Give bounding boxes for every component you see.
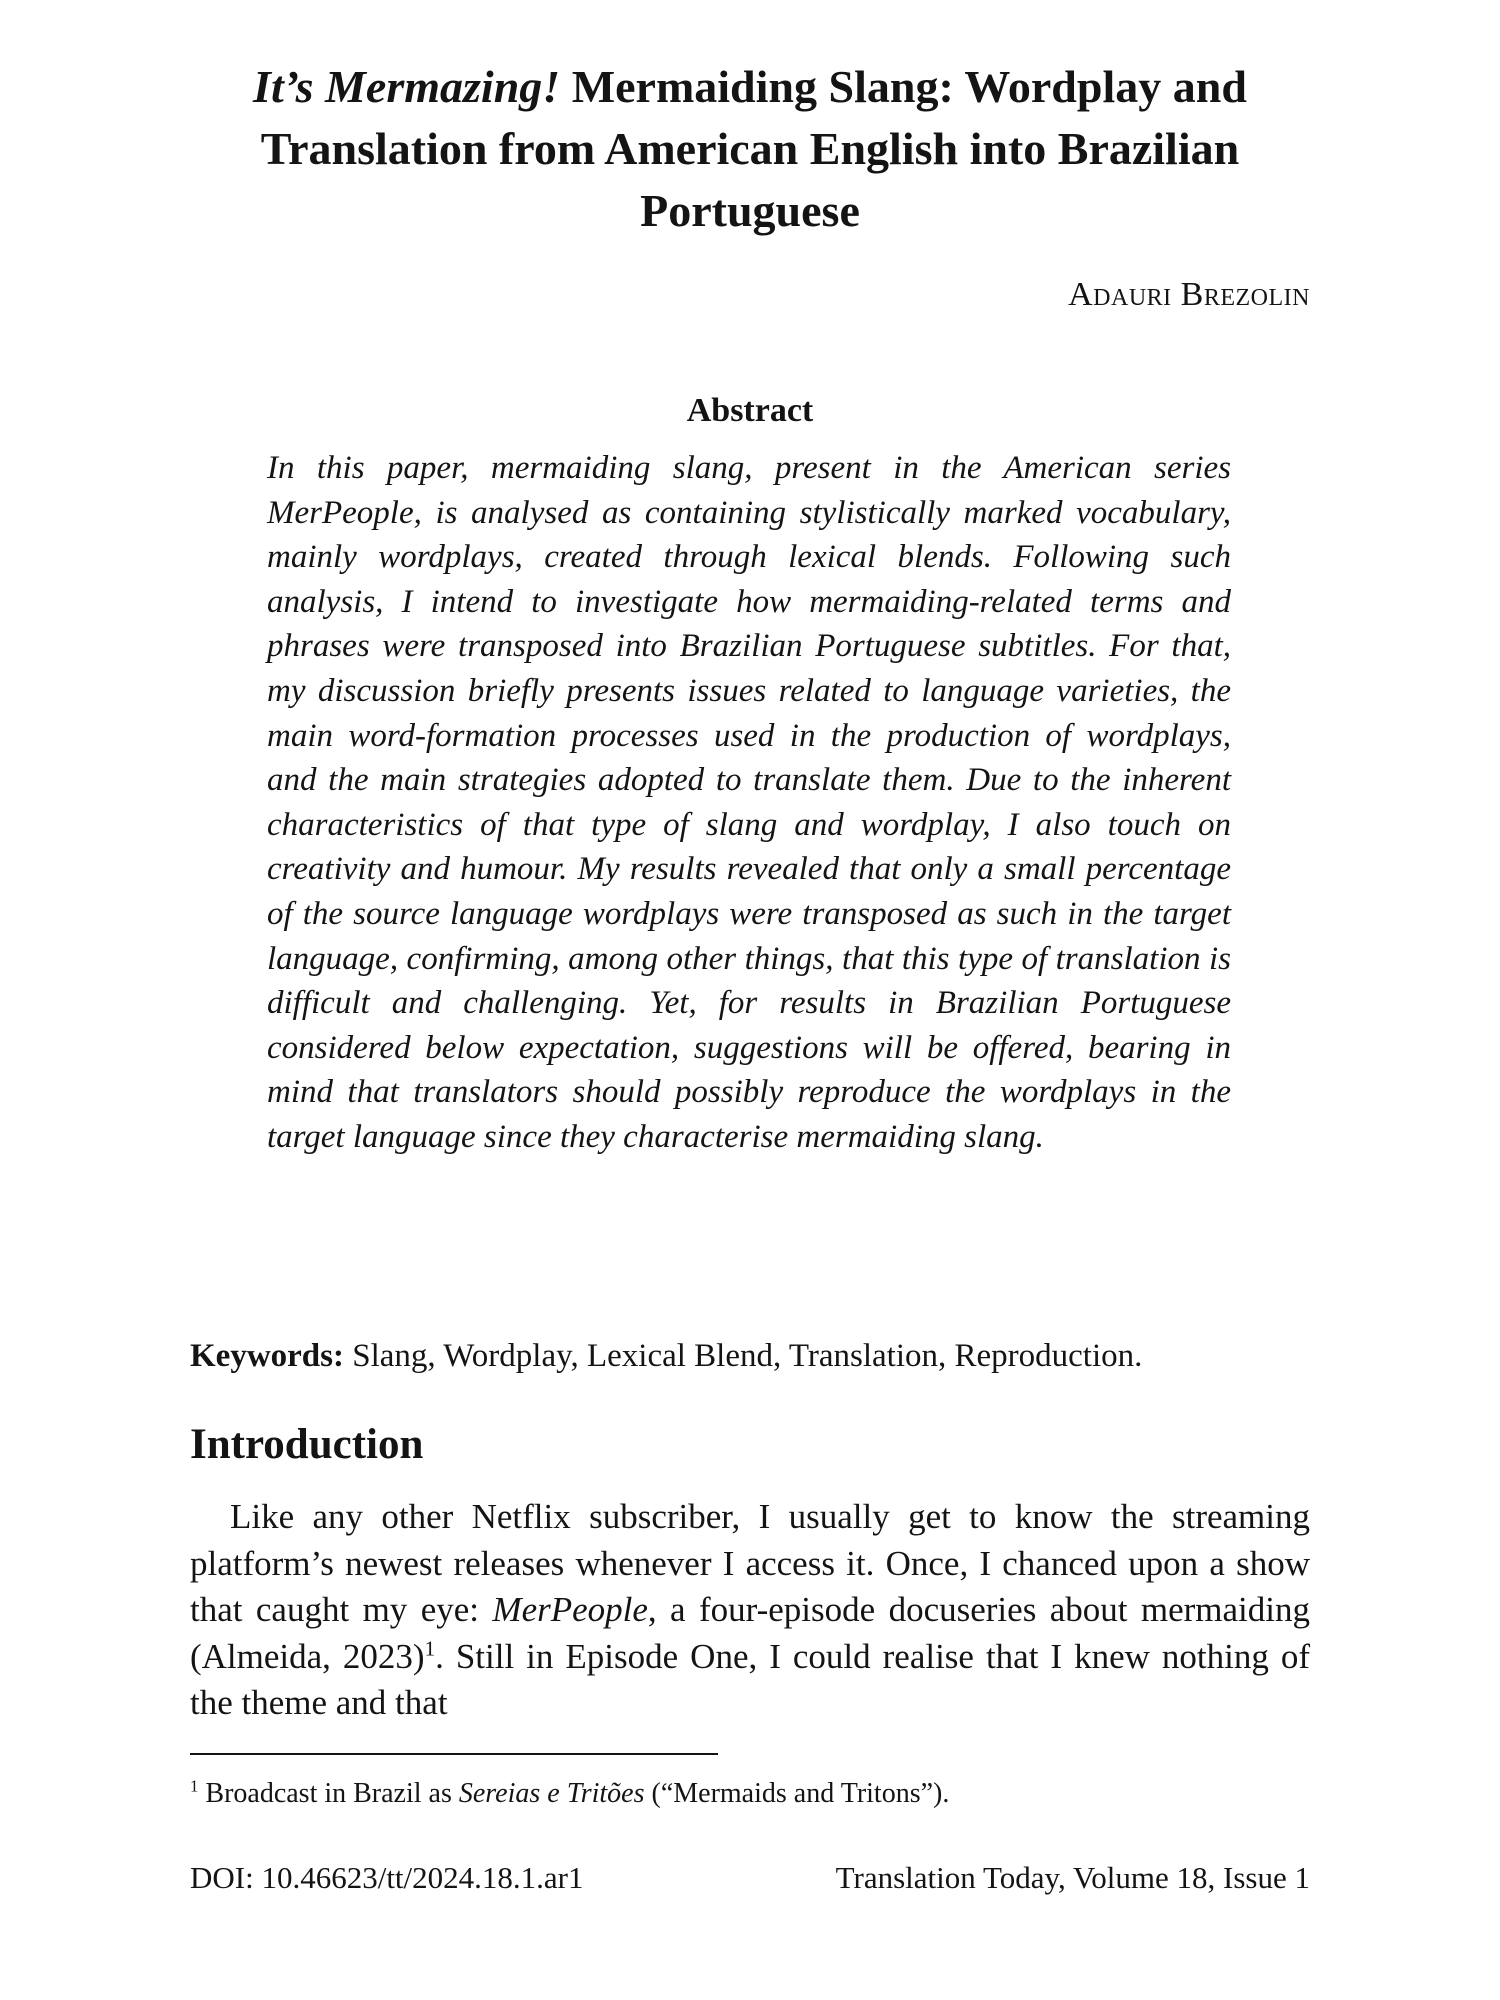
- footnote: [190, 1778, 949, 1810]
- footnote-mark: 1: [190, 1776, 199, 1796]
- abstract-text: In this paper, mermaiding slang, present in the American series MerPeople, is analysed as containing stylistically marked vocabulary, mainly wordplays, created through lexical blends. Following such analysis, I intend to investigate how mermaiding-related terms and phrases were transposed into Brazilian Portuguese subtitles. For that, my discussion briefly presents issues related to language varieties, the main word-formation processes used in the production of wordplays, and the main strategies adopted to translate them. Due to the inherent characteristics of that type of slang and wordplay, I also touch on creativity and humour. My results revealed that only a small percentage of the source language wordplays were transposed as such in the target language, confirming, among other things, that this type of translation is difficult and challenging. Yet, for results in Brazilian Portuguese considered below expectation, suggestions will be offered, bearing in mind that translators should possibly reproduce the wordplays in the target language since they characterise mermaiding slang.: [267, 450, 1231, 1155]
- introduction-heading: Introduction: [190, 1421, 424, 1468]
- keywords-value: Slang, Wordplay, Lexical Blend, Translation, Reproduction.: [352, 1338, 1143, 1374]
- intro-text-mid: , a four-episode docuseries about mermaiding (Almeida, 2023): [190, 1590, 1310, 1676]
- keywords: [190, 1334, 1330, 1378]
- footnote-reference: 1: [424, 1635, 436, 1660]
- title-rest: Mermaiding Slang: Wordplay and Translation from American English into Brazilian Portuguese: [260, 61, 1247, 236]
- intro-text-after: . Still in Episode One, I could realise that I knew nothing of the theme and that: [190, 1636, 1310, 1722]
- footnote-text-after: (“Mermaids and Tritons”).: [651, 1778, 950, 1809]
- footnote-italic: Sereias e Tritões: [458, 1778, 645, 1809]
- keywords-label: Keywords:: [190, 1338, 344, 1374]
- footnote-divider: [190, 1753, 718, 1755]
- doi-footer: DOI: 10.46623/tt/2024.18.1.ar1: [190, 1860, 584, 1895]
- intro-text-before: Like any other Netflix subscriber, I usually get to know the streaming platform’s newest releases whenever I access it. Once, I chanced upon a show that caught my eye:: [190, 1497, 1310, 1629]
- title-italic-part: It’s Mermazing!: [253, 61, 561, 112]
- author-name: Adauri Brezolin: [1068, 276, 1310, 313]
- journal-footer: Translation Today, Volume 18, Issue 1: [835, 1860, 1310, 1895]
- paper-title: [200, 56, 1300, 242]
- intro-show-title: MerPeople: [492, 1590, 648, 1629]
- abstract-heading: Abstract: [686, 392, 814, 429]
- introduction-text: [190, 1494, 1310, 1727]
- footnote-text-before: Broadcast in Brazil as: [205, 1778, 452, 1809]
